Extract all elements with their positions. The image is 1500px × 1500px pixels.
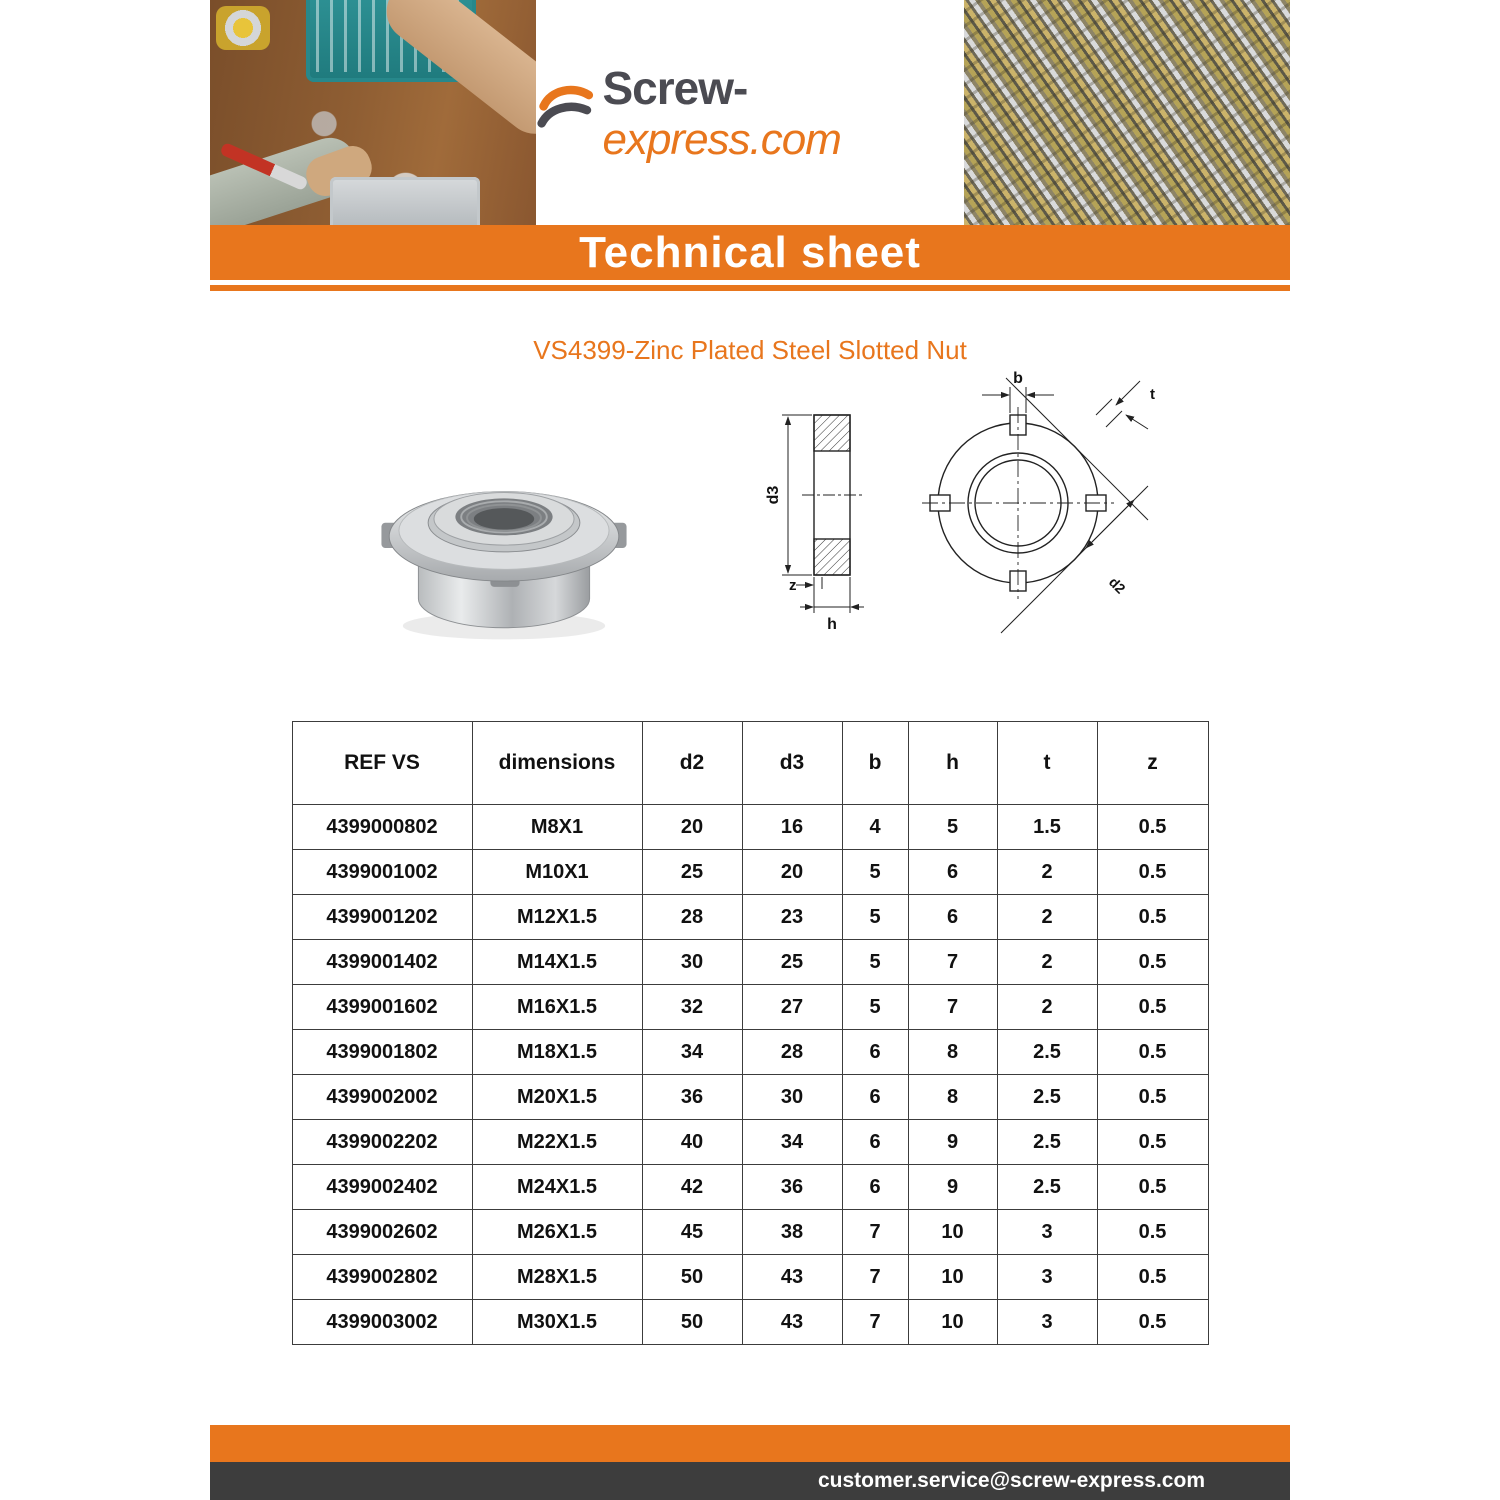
brand-swoosh-icon [536, 80, 594, 146]
table-cell: M26X1.5 [472, 1210, 642, 1255]
dim-label-t: t [1150, 386, 1155, 403]
table-cell: 0.5 [1097, 895, 1208, 940]
table-cell: 45 [642, 1210, 742, 1255]
column-header: b [842, 722, 908, 805]
table-cell: 6 [842, 1030, 908, 1075]
brand-name-orange: express.com [602, 114, 841, 164]
column-header: z [1097, 722, 1208, 805]
table-cell: 36 [642, 1075, 742, 1120]
brand-name-dark: Screw- [602, 61, 748, 114]
table-cell: 3 [997, 1210, 1097, 1255]
table-row [292, 1165, 1208, 1210]
table-cell: 7 [908, 940, 997, 985]
footer-dark-bar [210, 1462, 1290, 1500]
table-row [292, 1120, 1208, 1165]
table-cell: 5 [842, 850, 908, 895]
column-header: d2 [642, 722, 742, 805]
table-cell: 4399002202 [292, 1120, 472, 1165]
table-cell: 0.5 [1097, 940, 1208, 985]
table-cell: 25 [642, 850, 742, 895]
table-cell: 4399001602 [292, 985, 472, 1030]
table-cell: 2 [997, 895, 1097, 940]
table-row [292, 805, 1208, 850]
table-cell: 8 [908, 1030, 997, 1075]
table-cell: 4399002002 [292, 1075, 472, 1120]
table-cell: 0.5 [1097, 1075, 1208, 1120]
table-cell: 42 [642, 1165, 742, 1210]
dim-label-d3: d3 [765, 485, 782, 505]
table-row [292, 895, 1208, 940]
table-cell: 7 [842, 1300, 908, 1345]
product-title: VS4399-Zinc Plated Steel Slotted Nut [533, 335, 967, 365]
table-cell: 9 [908, 1120, 997, 1165]
table-cell: M8X1 [472, 805, 642, 850]
column-header: d3 [742, 722, 842, 805]
table-cell: 27 [742, 985, 842, 1030]
spec-table [292, 721, 1209, 1345]
table-cell: 6 [842, 1165, 908, 1210]
header-photo-workbench [210, 0, 536, 225]
table-cell: 2.5 [997, 1075, 1097, 1120]
table-row [292, 1075, 1208, 1120]
table-cell: 6 [908, 895, 997, 940]
table-cell: 4399001202 [292, 895, 472, 940]
spec-table-body [292, 805, 1208, 1345]
table-cell: 10 [908, 1300, 997, 1345]
brand-logo [536, 0, 964, 225]
table-row [292, 1210, 1208, 1255]
table-cell: M14X1.5 [472, 940, 642, 985]
table-cell: 4399001002 [292, 850, 472, 895]
table-cell: 28 [642, 895, 742, 940]
table-cell: M22X1.5 [472, 1120, 642, 1165]
footer-orange-bar [210, 1425, 1290, 1462]
table-cell: 2 [997, 985, 1097, 1030]
table-cell: 25 [742, 940, 842, 985]
dim-label-h: h [827, 616, 837, 633]
table-cell: 1.5 [997, 805, 1097, 850]
table-cell: M10X1 [472, 850, 642, 895]
table-cell: 38 [742, 1210, 842, 1255]
table-cell: 0.5 [1097, 805, 1208, 850]
footer [210, 1425, 1290, 1500]
table-cell: 0.5 [1097, 985, 1208, 1030]
table-cell: 20 [642, 805, 742, 850]
table-cell: 3 [997, 1300, 1097, 1345]
table-cell: 10 [908, 1210, 997, 1255]
screw-tray-image [330, 177, 480, 225]
header [210, 0, 1290, 225]
technical-drawing [756, 371, 1176, 715]
table-cell: 0.5 [1097, 1300, 1208, 1345]
dim-label-d2: d2 [1105, 573, 1129, 597]
table-cell: 2.5 [997, 1030, 1097, 1075]
table-cell: 5 [908, 805, 997, 850]
figures [210, 369, 1290, 721]
table-row [292, 850, 1208, 895]
table-cell: 0.5 [1097, 850, 1208, 895]
table-cell: 4399002602 [292, 1210, 472, 1255]
table-cell: M18X1.5 [472, 1030, 642, 1075]
table-cell: 7 [908, 985, 997, 1030]
column-header: t [997, 722, 1097, 805]
table-row [292, 1255, 1208, 1300]
table-cell: M30X1.5 [472, 1300, 642, 1345]
table-cell: 4399003002 [292, 1300, 472, 1345]
table-cell: 4399002802 [292, 1255, 472, 1300]
table-cell: 5 [842, 940, 908, 985]
column-header: REF VS [292, 722, 472, 805]
banner-rule [210, 285, 1290, 291]
table-row [292, 985, 1208, 1030]
table-cell: M12X1.5 [472, 895, 642, 940]
table-cell: 34 [742, 1120, 842, 1165]
table-cell: 4399001402 [292, 940, 472, 985]
table-cell: 30 [742, 1075, 842, 1120]
table-cell: 20 [742, 850, 842, 895]
table-cell: M24X1.5 [472, 1165, 642, 1210]
column-header: dimensions [472, 722, 642, 805]
banner [210, 225, 1290, 291]
table-header-row [292, 722, 1208, 805]
table-cell: 8 [908, 1075, 997, 1120]
table-cell: 16 [742, 805, 842, 850]
measuring-tape-image [216, 6, 270, 50]
table-row [292, 1300, 1208, 1345]
table-cell: 32 [642, 985, 742, 1030]
table-cell: 0.5 [1097, 1120, 1208, 1165]
table-cell: 4399001802 [292, 1030, 472, 1075]
table-row [292, 940, 1208, 985]
table-cell: 4399000802 [292, 805, 472, 850]
table-cell: 6 [842, 1075, 908, 1120]
table-cell: M28X1.5 [472, 1255, 642, 1300]
table-cell: 28 [742, 1030, 842, 1075]
table-cell: 34 [642, 1030, 742, 1075]
banner-title: Technical sheet [579, 227, 921, 277]
table-cell: 0.5 [1097, 1030, 1208, 1075]
table-cell: 23 [742, 895, 842, 940]
table-cell: 0.5 [1097, 1165, 1208, 1210]
table-cell: 30 [642, 940, 742, 985]
table-cell: 0.5 [1097, 1210, 1208, 1255]
dim-label-z: z [789, 577, 797, 594]
table-cell: 43 [742, 1255, 842, 1300]
table-cell: 5 [842, 985, 908, 1030]
table-cell: 40 [642, 1120, 742, 1165]
table-cell: 2 [997, 940, 1097, 985]
table-cell: M20X1.5 [472, 1075, 642, 1120]
table-cell: 6 [842, 1120, 908, 1165]
product-photo-nut [358, 441, 650, 655]
table-cell: 7 [842, 1255, 908, 1300]
table-cell: 2 [997, 850, 1097, 895]
table-cell: 3 [997, 1255, 1097, 1300]
header-photo-screws [964, 0, 1290, 225]
table-cell: 4 [842, 805, 908, 850]
table-cell: 50 [642, 1255, 742, 1300]
table-cell: 7 [842, 1210, 908, 1255]
table-cell: 6 [908, 850, 997, 895]
table-cell: 2.5 [997, 1120, 1097, 1165]
table-cell: 50 [642, 1300, 742, 1345]
table-cell: 43 [742, 1300, 842, 1345]
table-cell: 0.5 [1097, 1255, 1208, 1300]
column-header: h [908, 722, 997, 805]
banner-bar [210, 225, 1290, 280]
table-cell: 5 [842, 895, 908, 940]
table-cell: 2.5 [997, 1165, 1097, 1210]
footer-email: customer.service@screw-express.com [817, 1469, 1205, 1492]
table-cell: 36 [742, 1165, 842, 1210]
dim-label-b: b [1013, 371, 1023, 387]
table-cell: M16X1.5 [472, 985, 642, 1030]
table-row [292, 1030, 1208, 1075]
table-cell: 10 [908, 1255, 997, 1300]
table-cell: 9 [908, 1165, 997, 1210]
table-cell: 4399002402 [292, 1165, 472, 1210]
